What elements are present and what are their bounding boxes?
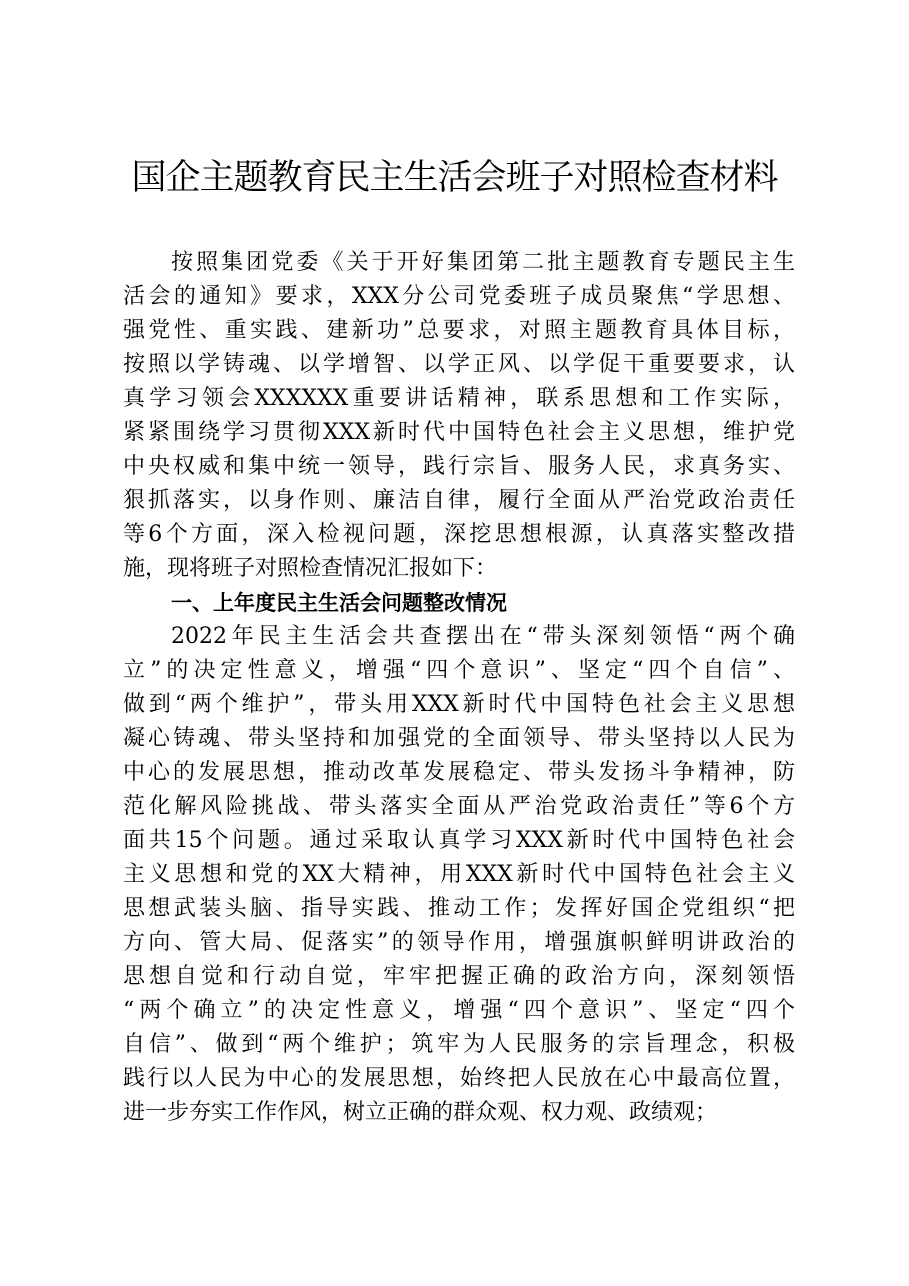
paragraph-line: 按照集团党委《关于开好集团第二批主题教育专题民主生 — [171, 250, 795, 275]
paragraph-line: 践行以人民为中心的发展思想，始终把人民放在心中最高位置， — [123, 1066, 795, 1091]
paragraph-line: 凝心铸魂、带头坚持和加强党的全面领导、带头坚持以人民为 — [123, 726, 795, 751]
paragraph-line: 真学习领会XXXXXX重要讲话精神，联系思想和工作实际， — [123, 386, 795, 411]
paragraph-line: 主义思想和党的XX大精神，用XXX新时代中国特色社会主义 — [123, 862, 795, 887]
document-title: 国企主题教育民主生活会班子对照检查材料 — [131, 158, 778, 198]
paragraph-line: 狠抓落实，以身作则、廉洁自律，履行全面从严治党政治责任 — [123, 488, 795, 513]
paragraph-line: 思想自觉和行动自觉，牢牢把握正确的政治方向，深刻领悟 — [123, 964, 795, 989]
paragraph-line: 中心的发展思想，推动改革发展稳定、带头发扬斗争精神，防 — [123, 760, 795, 785]
paragraph-line: 施，现将班子对照检查情况汇报如下： — [123, 556, 498, 581]
paragraph-rectification — [123, 620, 795, 1130]
paragraph-line: “两个确立”的决定性意义，增强“四个意识”、坚定“四个 — [123, 998, 795, 1023]
paragraph-line: 范化解风险挑战、带头落实全面从严治党政治责任”等6个方 — [123, 794, 795, 819]
paragraph-line: 紧紧围绕学习贯彻XXX新时代中国特色社会主义思想，维护党 — [123, 420, 795, 445]
paragraph-line: 活会的通知》要求，XXX分公司党委班子成员聚焦“学思想、 — [123, 284, 795, 309]
paragraph-line: 做到“两个维护”，带头用XXX新时代中国特色社会主义思想 — [123, 692, 795, 717]
paragraph-line: 按照以学铸魂、以学增智、以学正风、以学促干重要要求，认 — [123, 352, 795, 377]
paragraph-line: 中央权威和集中统一领导，践行宗旨、服务人民，求真务实、 — [123, 454, 795, 479]
paragraph-intro — [123, 246, 795, 586]
paragraph-line: 自信”、做到“两个维护；筑牢为人民服务的宗旨理念，积极 — [123, 1032, 795, 1057]
paragraph-line: 2022年民主生活会共查摆出在“带头深刻领悟“两个确 — [171, 624, 795, 649]
section-heading: 一、上年度民主生活会问题整改情况 — [171, 591, 507, 615]
document-body — [123, 246, 795, 1130]
paragraph-line: 进一步夯实工作作风，树立正确的群众观、权力观、政绩观； — [123, 1100, 718, 1125]
paragraph-line: 思想武装头脑、指导实践、推动工作；发挥好国企党组织“把 — [123, 896, 795, 921]
paragraph-line: 立”的决定性意义，增强“四个意识”、坚定“四个自信”、 — [123, 658, 795, 683]
paragraph-line: 方向、管大局、促落实”的领导作用，增强旗帜鲜明讲政治的 — [123, 930, 795, 955]
paragraph-line: 等6个方面，深入检视问题，深挖思想根源，认真落实整改措 — [123, 522, 795, 547]
paragraph-line: 强党性、重实践、建新功”总要求，对照主题教育具体目标， — [123, 318, 795, 343]
paragraph-line: 面共15个问题。通过采取认真学习XXX新时代中国特色社会 — [123, 828, 795, 853]
